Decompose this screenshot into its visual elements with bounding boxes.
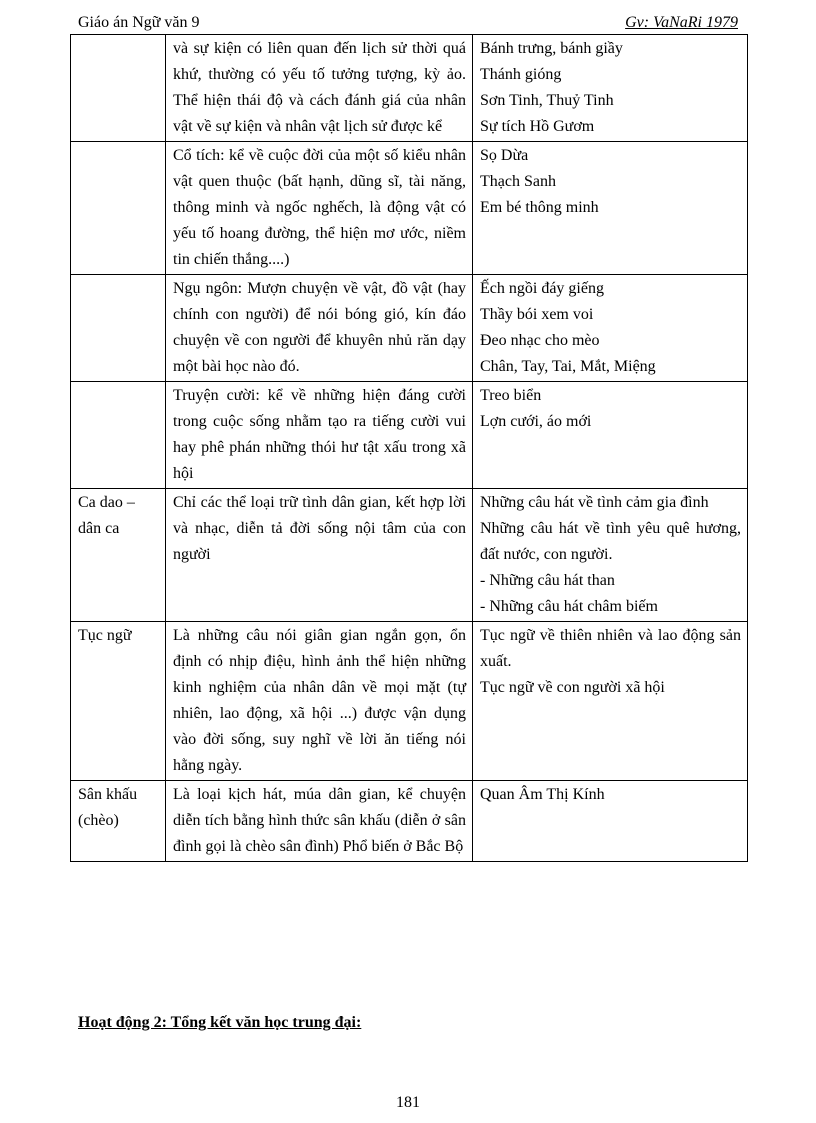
definition-cell: Là những câu nói giân gian ngắn gọn, ổn định có nhịp điệu, hình ảnh thể hiện những kinh nghiệm của nhân dân về mọi mặt (tự nhiên, lao động, xã hội ...) được vận dụng vào đời sống, suy nghĩ về lời ăn tiếng nói hằng ngày. xyxy=(166,622,473,781)
definition-cell: Là loại kịch hát, múa dân gian, kể chuyện diễn tích bằng hình thức sân khấu (diễn ở sân đình gọi là chèo sân đình) Phổ biến ở Bắc Bộ xyxy=(166,781,473,862)
work-title: Treo biển xyxy=(480,387,542,404)
definition-cell: Cổ tích: kể về cuộc đời của một số kiểu nhân vật quen thuộc (bất hạnh, dũng sĩ, tài năng, thông minh và ngốc nghếch, là động vật có yếu tố hoang đường, thể hiện mơ ước, niềm tin chiến thắng....) xyxy=(166,142,473,275)
work-title: Thánh gióng xyxy=(480,66,562,83)
genre-cell xyxy=(71,142,166,275)
work-title: Quan Âm Thị Kính xyxy=(480,786,605,803)
genre-cell: Tục ngữ xyxy=(71,622,166,781)
page-header xyxy=(78,14,738,35)
definition-cell: Ngụ ngôn: Mượn chuyện về vật, đồ vật (hay chính con người) để nói bóng gió, kín đáo chuyện về con người để khuyên nhủ răn dạy một bài học nào đó. xyxy=(166,275,473,382)
genre-cell: Ca dao – dân ca xyxy=(71,489,166,622)
table-row xyxy=(71,622,748,781)
works-cell xyxy=(473,781,748,862)
work-title: Đeo nhạc cho mèo xyxy=(480,332,600,349)
works-cell xyxy=(473,622,748,781)
work-title: Những câu hát về tình cảm gia đình xyxy=(480,494,709,511)
genre-cell xyxy=(71,275,166,382)
document-title: Giáo án Ngữ văn 9 xyxy=(78,14,200,31)
works-cell xyxy=(473,382,748,489)
works-cell xyxy=(473,35,748,142)
work-title: Những câu hát về tình yêu quê hương, đất nước, con người. xyxy=(480,520,741,563)
table-row xyxy=(71,35,748,142)
page-number: 181 xyxy=(396,1094,420,1111)
genre-cell: Sân khấu (chèo) xyxy=(71,781,166,862)
literature-genre-table xyxy=(70,34,748,862)
table-row xyxy=(71,781,748,862)
work-title: Tục ngữ về thiên nhiên và lao động sản xuất. xyxy=(480,627,741,670)
table-row xyxy=(71,142,748,275)
work-title: - Những câu hát than xyxy=(480,572,615,589)
work-title: Sọ Dừa xyxy=(480,147,529,164)
work-title: Tục ngữ về con người xã hội xyxy=(480,679,665,696)
genre-cell xyxy=(71,35,166,142)
work-title: Thầy bói xem voi xyxy=(480,306,594,323)
definition-cell: Truyện cười: kể về những hiện đáng cười trong cuộc sống nhằm tạo ra tiếng cười vui hay phê phán những thói hư tật xấu trong xã hội xyxy=(166,382,473,489)
work-title: Bánh trưng, bánh giầy xyxy=(480,40,623,57)
work-title: Thạch Sanh xyxy=(480,173,556,190)
works-cell xyxy=(473,489,748,622)
teacher-credit: Gv: VaNaRi 1979 xyxy=(625,14,738,31)
work-title: - Những câu hát châm biếm xyxy=(480,598,658,615)
works-cell xyxy=(473,275,748,382)
activity-heading: Hoạt động 2: Tổng kết văn học trung đại: xyxy=(78,1014,362,1031)
works-cell xyxy=(473,142,748,275)
work-title: Sự tích Hồ Gươm xyxy=(480,118,595,135)
work-title: Chân, Tay, Tai, Mắt, Miệng xyxy=(480,358,656,375)
work-title: Ếch ngồi đáy giếng xyxy=(480,280,604,297)
work-title: Em bé thông minh xyxy=(480,199,599,216)
definition-cell: Chỉ các thể loại trữ tình dân gian, kết hợp lời và nhạc, diễn tả đời sống nội tâm của con người xyxy=(166,489,473,622)
table-row xyxy=(71,489,748,622)
genre-cell xyxy=(71,382,166,489)
definition-cell: và sự kiện có liên quan đến lịch sử thời quá khứ, thường có yếu tố tưởng tượng, kỳ ảo. Thể hiện thái độ và cách đánh giá của nhân vật về sự kiện và nhân vật lịch sử được kể xyxy=(166,35,473,142)
table-row xyxy=(71,382,748,489)
work-title: Lợn cưới, áo mới xyxy=(480,413,592,430)
work-title: Sơn Tinh, Thuỷ Tinh xyxy=(480,92,614,109)
table-row xyxy=(71,275,748,382)
